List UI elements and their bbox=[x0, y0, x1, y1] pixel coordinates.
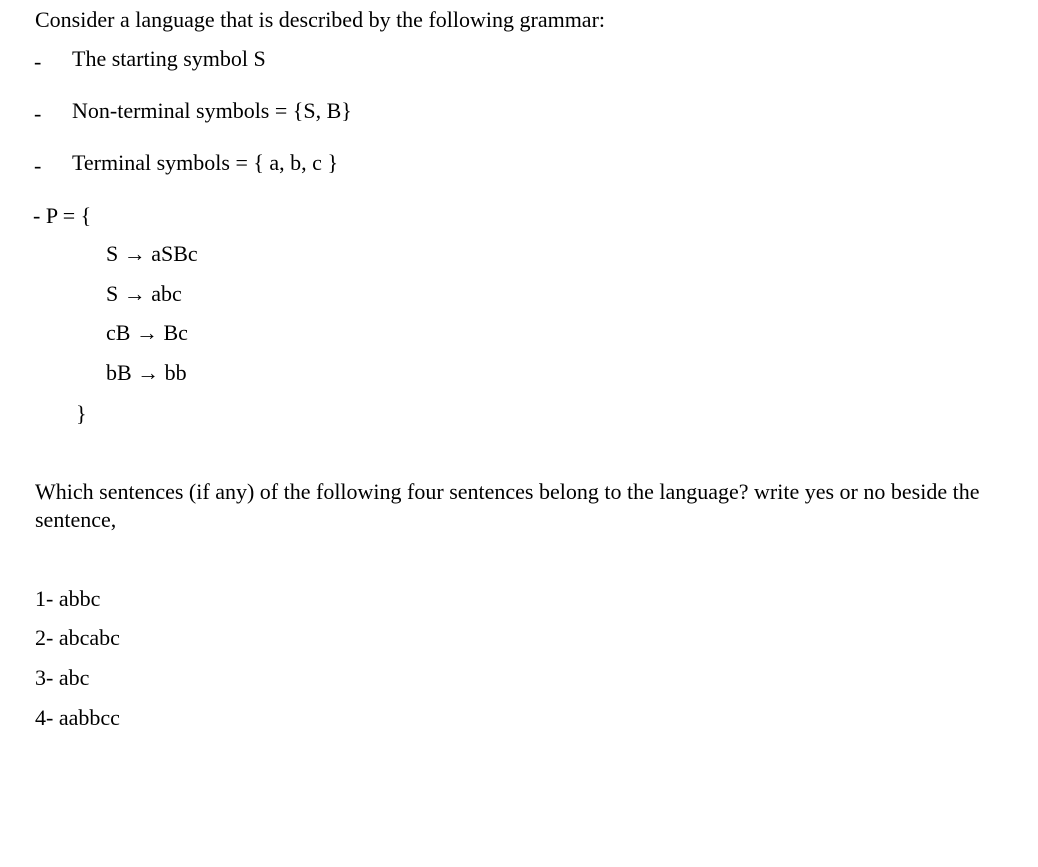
bullet-dash: - bbox=[34, 153, 42, 178]
bullet-text: Terminal symbols = { a, b, c } bbox=[72, 150, 338, 175]
bullet-dash: - bbox=[34, 101, 42, 126]
production-open: - P = { bbox=[33, 203, 92, 228]
production-close: } bbox=[76, 401, 87, 426]
sentence-item: 4- aabbcc bbox=[35, 705, 120, 730]
production-rule: S → aSBc bbox=[106, 241, 198, 266]
sentence-item: 3- abc bbox=[35, 665, 90, 690]
intro-text: Consider a language that is described by the following grammar: bbox=[35, 7, 606, 32]
bullet-text: Non-terminal symbols = {S, B} bbox=[72, 98, 352, 123]
production-rule: S → abc bbox=[106, 281, 182, 306]
bullet-text: The starting symbol S bbox=[72, 46, 266, 71]
sentence-item: 2- abcabc bbox=[35, 625, 120, 650]
production-rule: bB → bb bbox=[106, 360, 187, 385]
question-text: Which sentences (if any) of the following four sentences belong to the language? write yes or no beside the sentence, bbox=[35, 479, 980, 532]
production-rule: cB → Bc bbox=[106, 320, 188, 345]
sentence-item: 1- abbc bbox=[35, 586, 101, 611]
bullet-dash: - bbox=[34, 49, 42, 74]
